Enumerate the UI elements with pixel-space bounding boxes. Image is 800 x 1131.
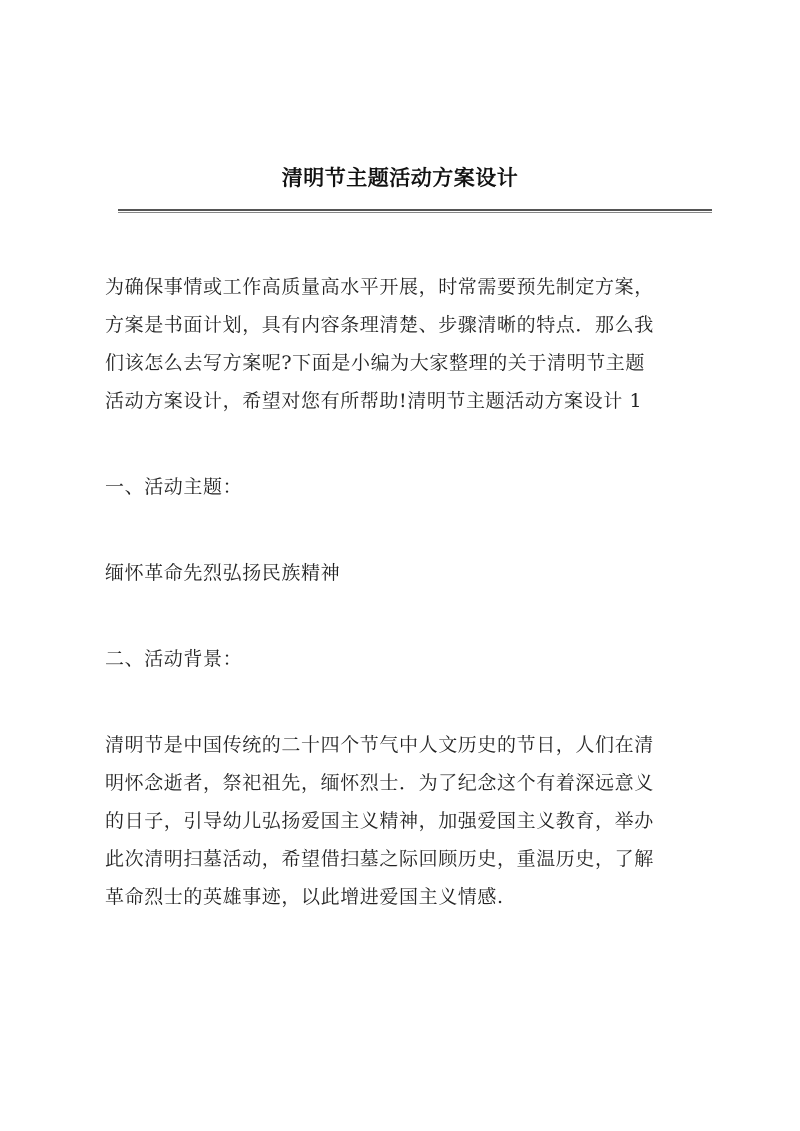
spacer [105, 420, 705, 468]
intro-line: 活动方案设计，希望对您有所帮助!清明节主题活动方案设计 1 [105, 390, 643, 412]
background-line: 此次清明扫墓活动，希望借扫墓之际回顾历史，重温历史，了解 [105, 848, 654, 870]
intro-line: 们该怎么去写方案呢?下面是小编为大家整理的关于清明节主题 [105, 352, 645, 374]
background-line: 清明节是中国传统的二十四个节气中人文历史的节日，人们在清 [105, 734, 654, 756]
background-paragraph [105, 726, 705, 916]
title-divider [118, 209, 712, 213]
intro-line: 为确保事情或工作高质量高水平开展，时常需要预先制定方案， [105, 276, 654, 298]
section-heading-text: 二、活动背景： [105, 648, 243, 670]
spacer [105, 506, 705, 554]
spacer [105, 592, 705, 640]
theme-text: 缅怀革命先烈弘扬民族精神 [105, 562, 341, 584]
background-line: 的日子，引导幼儿弘扬爱国主义精神，加强爱国主义教育，举办 [105, 810, 654, 832]
document-title: 清明节主题活动方案设计 [281, 165, 519, 190]
spacer [105, 678, 705, 726]
theme-paragraph [105, 554, 705, 592]
document-body [105, 268, 705, 916]
intro-paragraph [105, 268, 705, 420]
section-heading-text: 一、活动主题： [105, 476, 243, 498]
background-line: 明怀念逝者，祭祀祖先，缅怀烈士．为了纪念这个有着深远意义 [105, 772, 654, 794]
intro-line: 方案是书面计划，具有内容条理清楚、步骤清晰的特点．那么我 [105, 314, 654, 336]
background-line: 革命烈士的英雄事迹，以此增进爱国主义情感. [105, 886, 504, 908]
section-heading-theme [105, 468, 705, 506]
section-heading-background [105, 640, 705, 678]
